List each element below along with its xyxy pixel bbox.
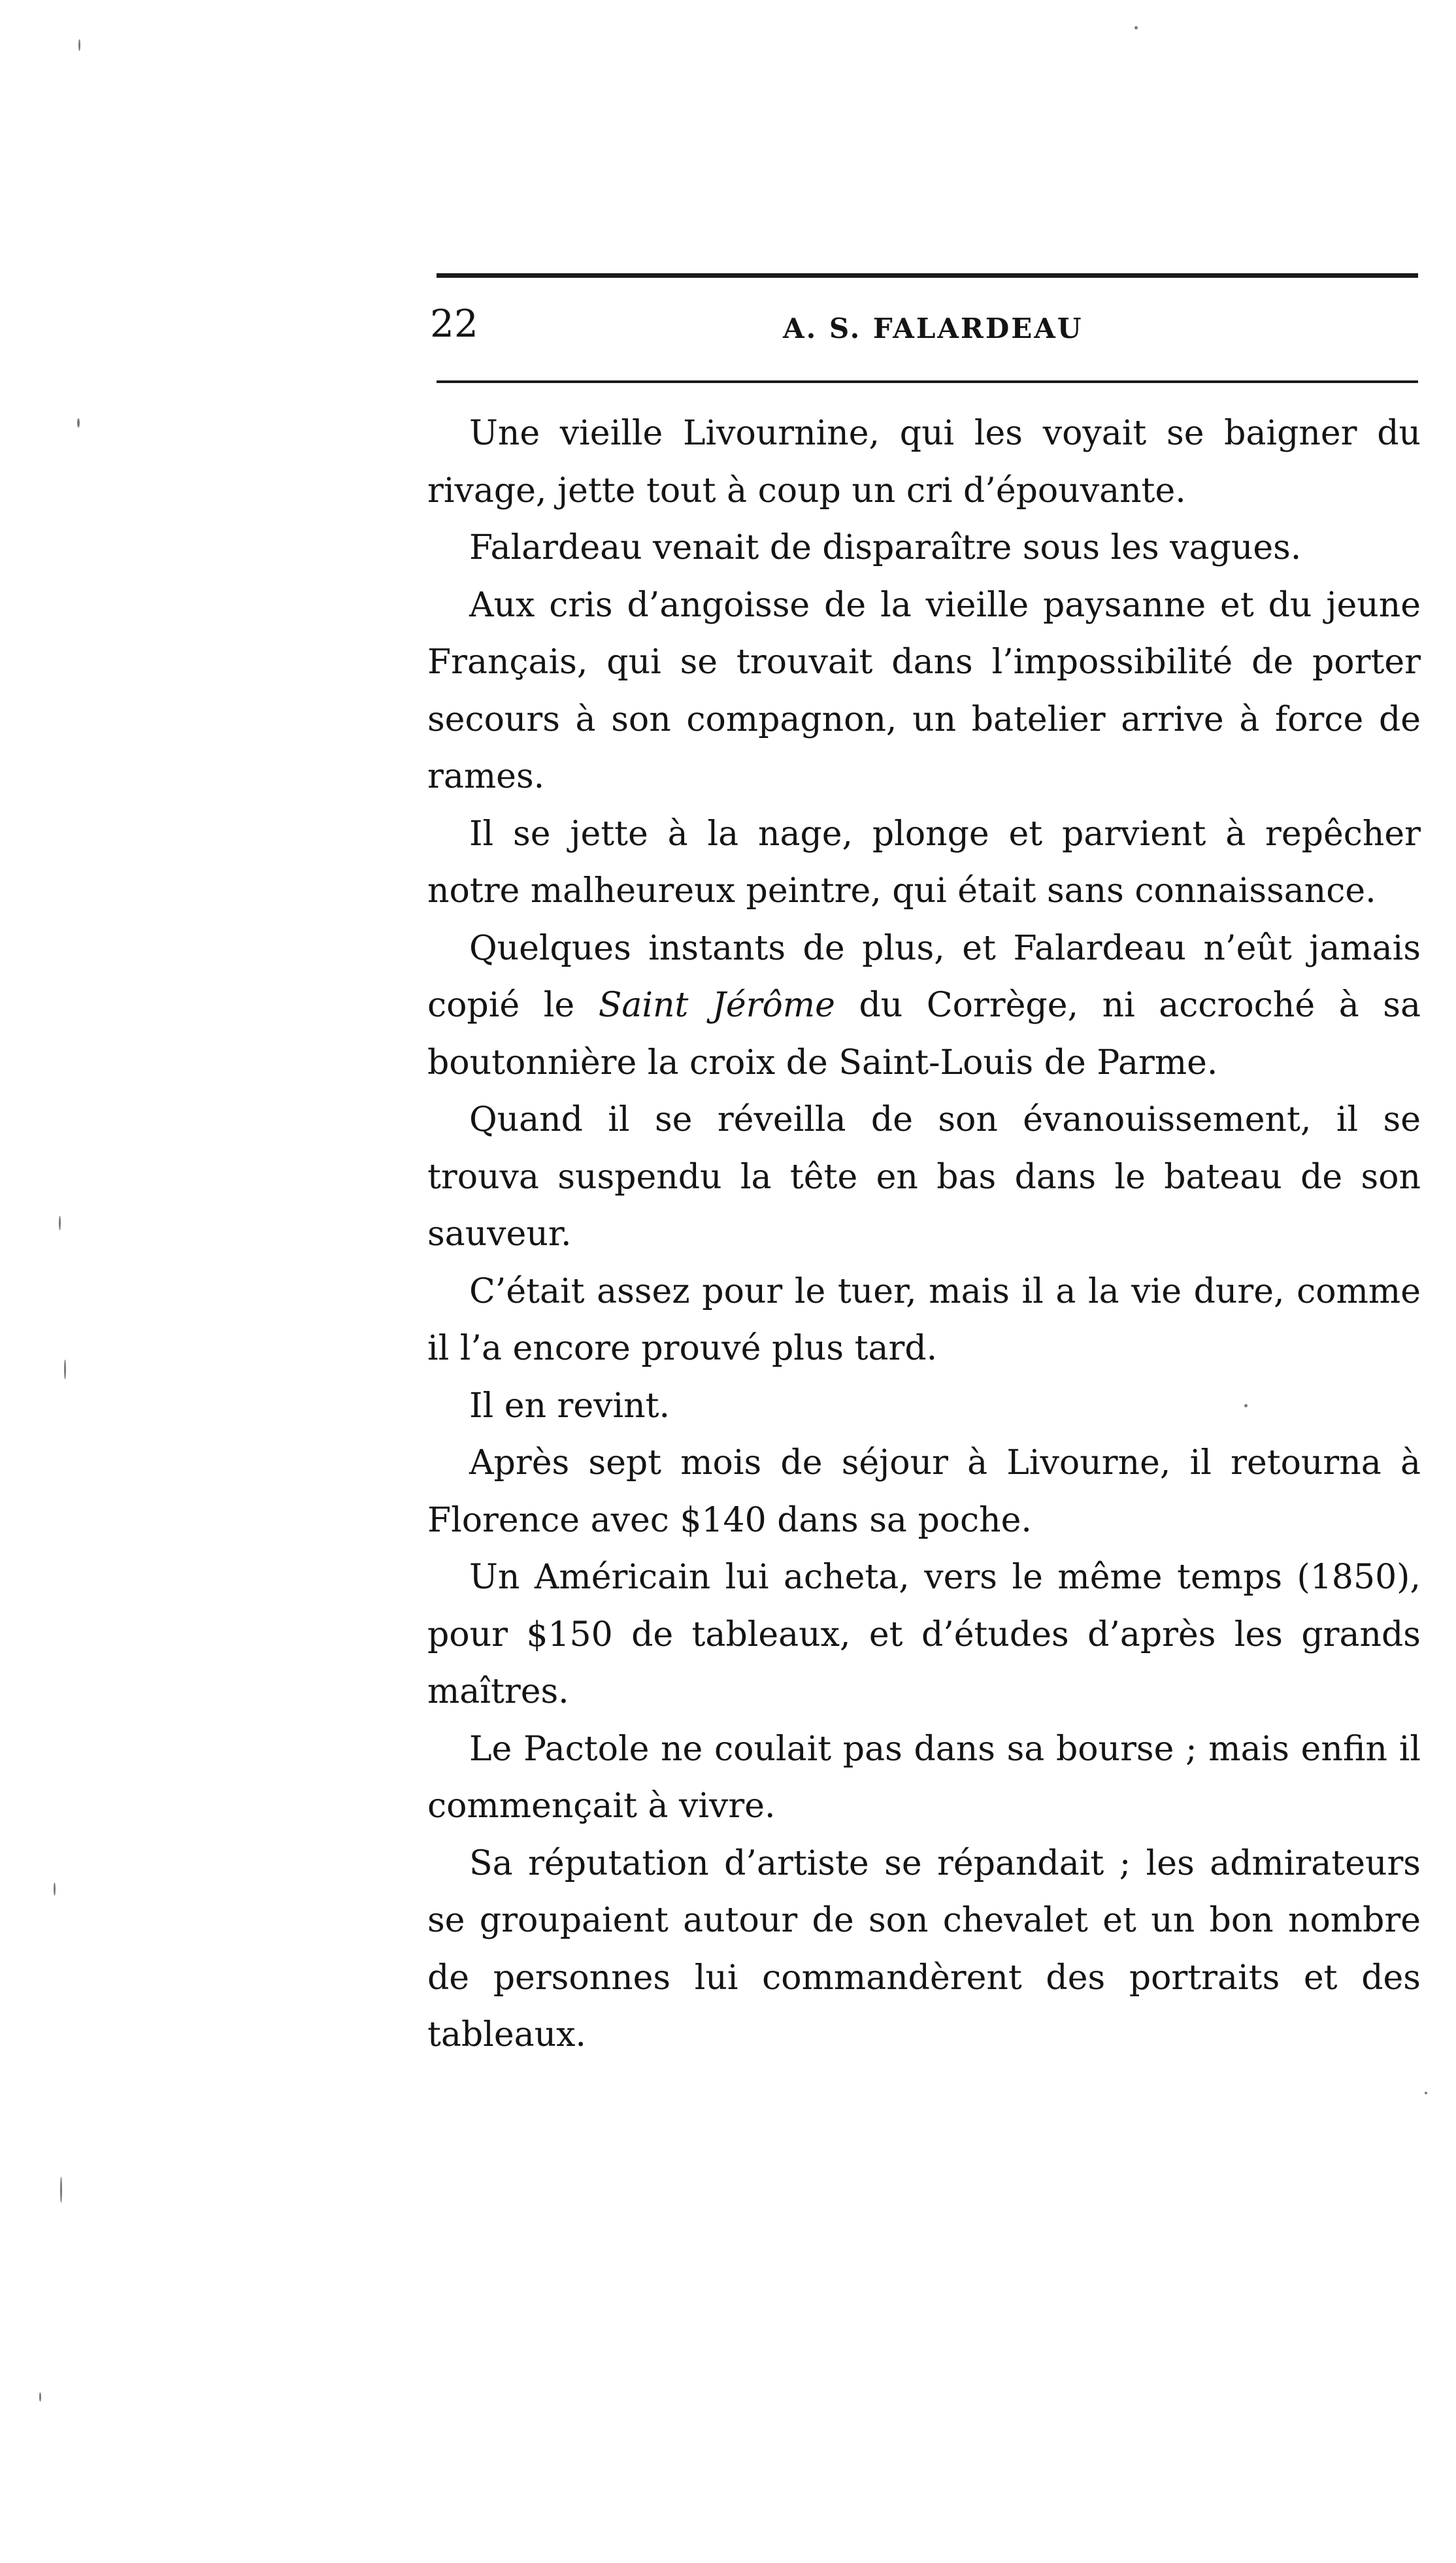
- scan-speck: [59, 1216, 61, 1230]
- scan-speck: [77, 418, 80, 427]
- header-top-rule: [437, 273, 1418, 278]
- paragraph: Il en revint.: [469, 1386, 670, 1426]
- header-bottom-rule: [437, 380, 1418, 383]
- scan-speck: [1134, 26, 1138, 29]
- scan-speck: [78, 39, 80, 51]
- scan-speck: [39, 2392, 41, 2402]
- scan-speck: [64, 1360, 66, 1379]
- running-head: A. S. FALARDEAU: [783, 312, 1084, 344]
- page-number: 22: [430, 301, 478, 346]
- paragraph: Il se jette à la nage, plonge et parvient à repêcher notre malheureux peintre, qui était sans connaissance.: [427, 814, 1421, 911]
- artwork-title: Saint Jérôme: [598, 986, 835, 1025]
- paragraph: [427, 920, 1421, 1092]
- paragraph-text: du Corrège, ni accroché à sa boutonnière la croix de Saint-Louis de Parme.: [427, 986, 1421, 1082]
- scan-speck: [1244, 1404, 1248, 1407]
- paragraph: Quand il se réveilla de son évanouissement, il se trouva suspendu la tête en bas dans le bateau de son sauveur.: [427, 1100, 1421, 1254]
- paragraph: Une vieille Livournine, qui les voyait se baigner du rivage, jette tout à coup un cri d’épouvante.: [427, 414, 1421, 511]
- scan-speck: [54, 1883, 56, 1896]
- paragraph: Falardeau venait de disparaître sous les vagues.: [469, 528, 1302, 567]
- paragraph: Aux cris d’angoisse de la vieille paysanne et du jeune Français, qui se trouvait dans l’impossibilité de porter secours à son compagnon, un batelier arrive à force de rames.: [427, 585, 1421, 796]
- paragraph: Un Américain lui acheta, vers le même temps (1850), pour $150 de tableaux, et d’études d’après les grands maîtres.: [427, 1558, 1421, 1711]
- page-header: [430, 297, 1418, 350]
- scan-speck: [60, 2177, 62, 2203]
- paragraph: Le Pactole ne coulait pas dans sa bourse ; mais enfin il commençait à vivre.: [427, 1729, 1421, 1826]
- paragraph: Sa réputation d’artiste se répandait ; les admirateurs se groupaient autour de son chevalet et un bon nombre de personnes lui commandèrent des portraits et des tableaux.: [427, 1843, 1421, 2054]
- paragraph: C’était assez pour le tuer, mais il a la vie dure, comme il l’a encore prouvé plus tard.: [427, 1271, 1421, 1368]
- scan-speck: [1425, 2092, 1427, 2094]
- body-text: [427, 405, 1421, 2064]
- paragraph-text: Quelques instants de plus, et Falardeau n’eût jamais copié le: [427, 928, 1421, 1025]
- paragraph: Après sept mois de séjour à Livourne, il retourna à Florence avec $140 dans sa poche.: [427, 1443, 1421, 1540]
